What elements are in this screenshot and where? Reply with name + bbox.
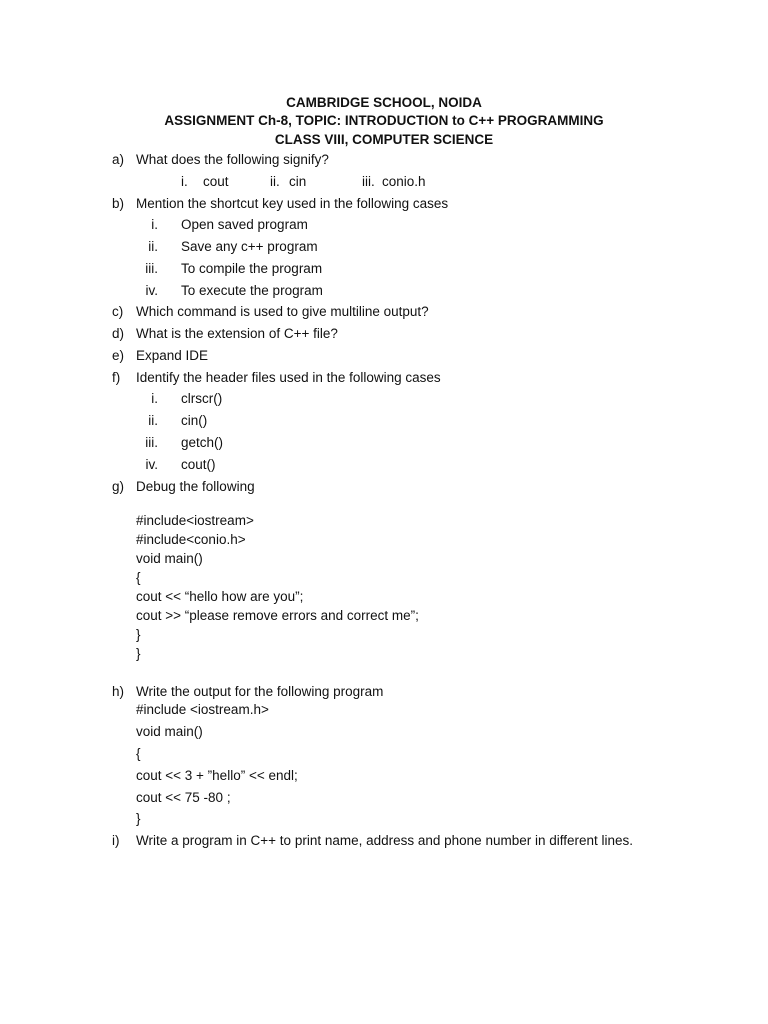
code-g-line-8: } [136, 646, 141, 661]
item-f-2-num: ii. [148, 413, 158, 428]
item-f-3-num: iii. [145, 435, 158, 450]
question-f-text: Identify the header files used in the following cases [136, 370, 441, 385]
option-a-3-num: iii. [362, 174, 375, 189]
code-h-line-6: } [136, 811, 141, 826]
code-h-line-3: { [136, 746, 141, 761]
option-a-1-num: i. [181, 174, 188, 189]
item-f-2-text: cin() [181, 413, 208, 428]
item-f-4-num: iv. [145, 457, 158, 472]
option-a-2-text: cin [289, 174, 307, 189]
question-a-text: What does the following signify? [136, 152, 329, 167]
item-b-2-num: ii. [148, 239, 158, 254]
question-b-label: b) [112, 196, 125, 211]
question-i-text: Write a program in C++ to print name, address and phone number in different lines. [136, 833, 634, 848]
question-g-label: g) [112, 479, 125, 494]
code-g-line-2: #include<conio.h> [136, 532, 246, 547]
item-b-4-text: To execute the program [181, 283, 323, 298]
code-g-line-5: cout << “hello how are you”; [136, 589, 304, 604]
item-f-1-num: i. [151, 391, 158, 406]
question-e-label: e) [112, 348, 125, 363]
code-h-line-5: cout << 75 -80 ; [136, 790, 231, 805]
code-h-line-2: void main() [136, 724, 203, 739]
question-g-text: Debug the following [136, 479, 255, 494]
question-c-label: c) [112, 304, 124, 319]
question-c-text: Which command is used to give multiline output? [136, 304, 429, 319]
item-b-2-text: Save any c++ program [181, 239, 318, 254]
assignment-title: ASSIGNMENT Ch-8, TOPIC: INTRODUCTION to C++ PROGRAMMING [164, 113, 604, 128]
item-b-3-text: To compile the program [181, 261, 323, 276]
option-a-3-text: conio.h [382, 174, 426, 189]
question-e-text: Expand IDE [136, 348, 209, 363]
code-g-line-7: } [136, 627, 141, 642]
code-g-line-6: cout >> “please remove errors and correct me”; [136, 608, 419, 623]
code-g-line-3: void main() [136, 551, 203, 566]
item-b-4-num: iv. [145, 283, 158, 298]
code-h-line-4: cout << 3 + ”hello” << endl; [136, 768, 298, 783]
code-g-line-1: #include<iostream> [136, 513, 254, 528]
item-b-1-text: Open saved program [181, 217, 308, 232]
item-b-3-num: iii. [145, 261, 158, 276]
question-b-text: Mention the shortcut key used in the following cases [136, 196, 449, 211]
school-name: CAMBRIDGE SCHOOL, NOIDA [286, 95, 482, 110]
question-a-label: a) [112, 152, 125, 167]
item-b-1-num: i. [151, 217, 158, 232]
item-f-1-text: clrscr() [181, 391, 223, 406]
code-g-line-4: { [136, 570, 141, 585]
code-h-line-1: #include <iostream.h> [136, 702, 269, 717]
question-d-label: d) [112, 326, 125, 341]
question-h-label: h) [112, 684, 125, 699]
question-i-label: i) [112, 833, 120, 848]
item-f-3-text: getch() [181, 435, 224, 450]
option-a-1-text: cout [203, 174, 229, 189]
question-h-text: Write the output for the following program [136, 684, 384, 699]
question-f-label: f) [112, 370, 121, 385]
option-a-2-num: ii. [270, 174, 280, 189]
class-subject: CLASS VIII, COMPUTER SCIENCE [274, 132, 494, 147]
question-d-text: What is the extension of C++ file? [136, 326, 338, 341]
item-f-4-text: cout() [181, 457, 216, 472]
